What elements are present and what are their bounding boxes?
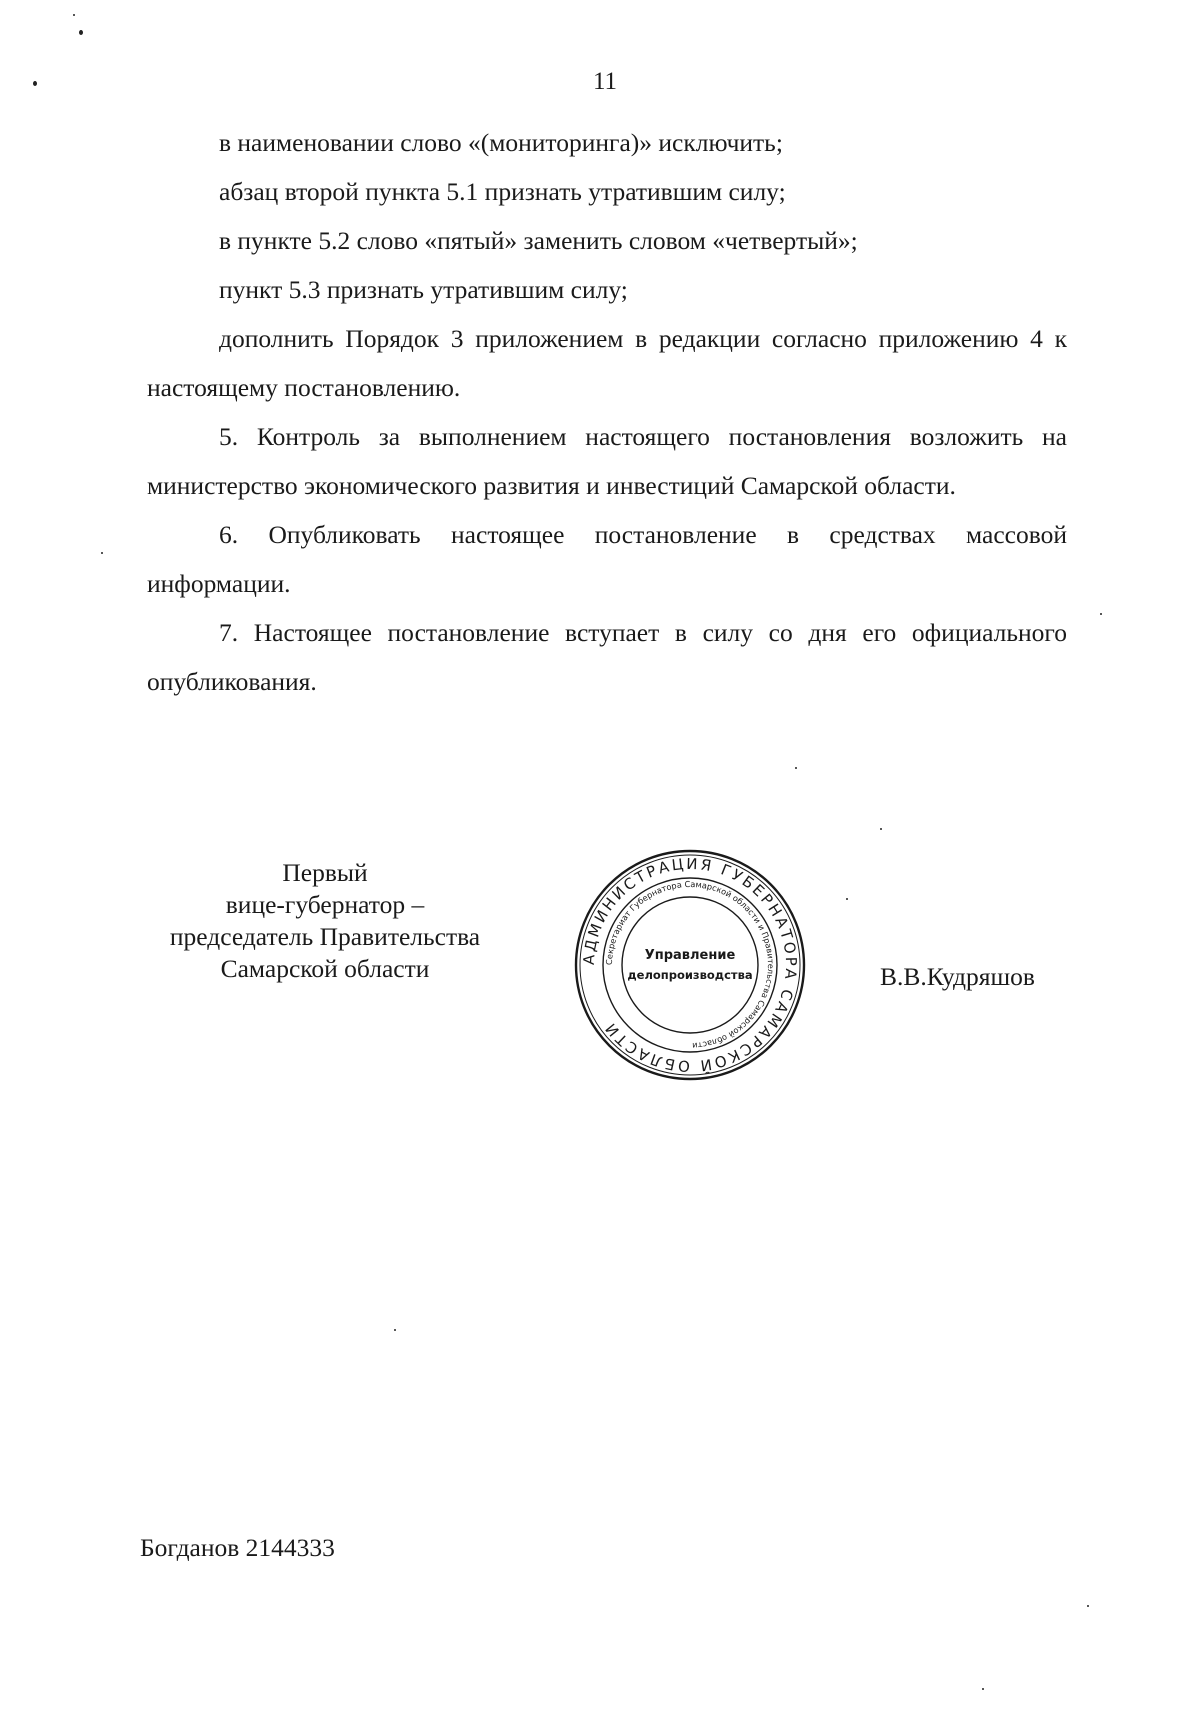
body-text (147, 118, 1067, 706)
scan-speck (33, 81, 37, 86)
paragraph: в пункте 5.2 слово «пятый» заменить словом «четвертый»; (219, 226, 858, 255)
page-number: 11 (592, 68, 618, 95)
scan-speck (982, 1688, 984, 1690)
scan-speck (101, 552, 103, 554)
official-seal (570, 845, 810, 1085)
scan-speck (79, 30, 83, 35)
scan-speck (1100, 613, 1102, 615)
signatory-title (140, 857, 510, 985)
paragraph: 7. Настоящее постановление вступает в силу со дня его официального опубликования. (147, 618, 1067, 696)
signatory-title-line: Самарской области (220, 954, 430, 983)
executor-contact: Богданов 2144333 (140, 1533, 335, 1562)
signatory-title-line: Первый (282, 858, 368, 887)
seal-center-line-2: делопроизводства (627, 968, 753, 982)
scan-speck (394, 1329, 396, 1331)
scan-speck (846, 898, 848, 900)
seal-middle-ring (603, 878, 777, 1052)
seal-center-line-1: Управление (644, 948, 736, 963)
signatory-title-line: вице-губернатор – (225, 890, 425, 919)
paragraph: 6. Опубликовать настоящее постановление в средствах массовой информации. (147, 520, 1067, 598)
scan-speck (880, 828, 882, 830)
paragraph: пункт 5.3 признать утратившим силу; (219, 275, 628, 304)
signatory-title-line: председатель Правительства (169, 922, 481, 951)
scan-speck (73, 14, 75, 16)
paragraph: 5. Контроль за выполнением настоящего постановления возложить на министерство экономического развития и инвестиций Самарской области. (147, 422, 1067, 500)
paragraph: дополнить Порядок 3 приложением в редакции согласно приложению 4 к настоящему постановлению. (147, 324, 1067, 402)
seal-outer-text: АДМИНИСТРАЦИЯ ГУБЕРНАТОРА САМАРСКОЙ ОБЛАСТИ (579, 854, 801, 1076)
scan-speck (1087, 1605, 1089, 1607)
paragraph: абзац второй пункта 5.1 признать утратившим силу; (219, 177, 786, 206)
paragraph: в наименовании слово «(мониторинга)» исключить; (219, 128, 783, 157)
signatory-name: В.В.Кудряшов (880, 962, 1035, 991)
scan-speck (795, 767, 797, 769)
seal-inner-ring (622, 897, 758, 1033)
seal-inner-ring-text: Секретариат Губернатора Самарской области и Правительства Самарской области (603, 878, 777, 1052)
